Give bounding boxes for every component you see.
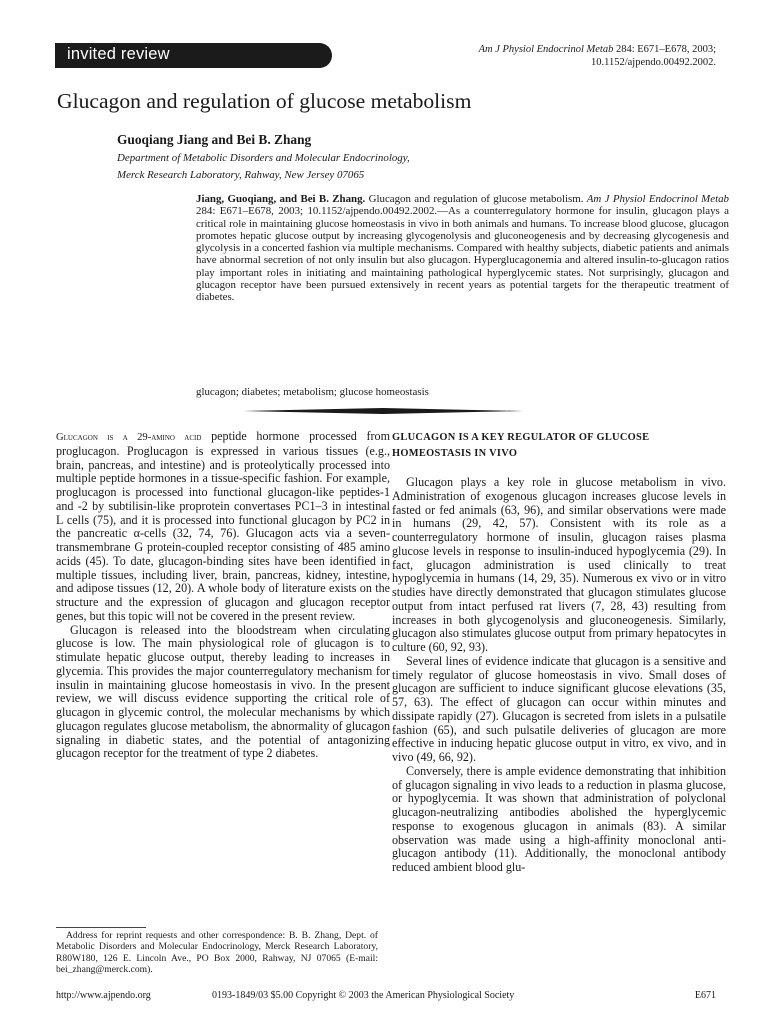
journal-name: Am J Physiol Endocrinol Metab: [478, 44, 614, 55]
footer-url[interactable]: http://www.ajpendo.org: [56, 990, 151, 1001]
paragraph: Glucagon plays a key role in glucose metabolism in vivo. Administration of exogenous glucagon increases glucose levels in fasted or fed animals (63, 96), and similar observations were made in humans (29, 42, 57). Consistent with its role as a counterregulatory hormone of insulin, glucagon raises plasma glucose levels in response to insulin-induced hypoglycemia (29). In fact, glucagon administration is used clinically to treat hypoglycemia in humans (14, 29, 35). Numerous ex vivo or in vitro studies have directly demonstrated that glucagon stimulates glucose output from intact perfused rat livers (7, 28, 43) resulting from increases in both glycogenolysis and gluconeogenesis. Similarly, glucagon also stimulates glucose output from primary hepatocytes in culture (60, 92, 93).: [392, 475, 726, 654]
abstract-body: 284: E671–E678, 2003; 10.1152/ajpendo.00492.2002.—As a counterregulatory hormone for insulin, glucagon plays a critical role in maintaining glucose homeostasis in vivo in both animals and humans. To increase blood glucose, glucagon promotes hepatic glucose output by increasing glycogenolysis and gluconeogenesis and by decreasing glycogenesis and glycolysis in a concerted fashion via multiple mechanisms. Compared with healthy subjects, diabetic patients and animals have abnormal secretion of not only insulin but also glucagon. Hyperglucagonemia and altered insulin-to-glucagon ratios play important roles in initiating and maintaining pathological hyperglycemic states. Not surprisingly, glucagon and glucagon receptor have been pursued extensively in recent years as potential targets for the therapeutic treatment of diabetes.: [196, 205, 729, 304]
ornamental-divider: [243, 407, 523, 415]
affiliation: [117, 150, 410, 184]
page-number: E671: [694, 990, 716, 1001]
footnote: Address for reprint requests and other correspondence: B. B. Zhang, Dept. of Metabolic Disorders and Molecular Endocrinology, Merck Research Laboratory, R80W180, 126 E. Lincoln Ave., PO Box 2000, Rahway, NJ 07065 (E-mail: bei_zhang@merck.com).: [56, 930, 378, 975]
left-column: [56, 430, 390, 761]
right-column: [392, 430, 726, 875]
footer-copyright: 0193-1849/03 $5.00 Copyright © 2003 the American Physiological Society: [212, 990, 515, 1001]
section-heading: [392, 430, 726, 462]
keywords: glucagon; diabetes; metabolism; glucose homeostasis: [196, 386, 429, 398]
abstract-citation-journal: Am J Physiol Endocrinol Metab: [586, 193, 730, 205]
abstract-citation-authors: Jiang, Guoqiang, and Bei B. Zhang.: [196, 193, 366, 205]
paragraph: Conversely, there is ample evidence demonstrating that inhibition of glucagon signaling in vivo leads to a reduction in plasma glucose, or hypoglycemia. It was shown that administration of polyclonal glucagon-neutralizing antibodies abolished the hyperglycemic response to exogenous glucagon in animals (83). A similar observation was made using a high-affinity monoclonal anti-glucagon antibody (11). Additionally, the monoclonal antibody reduced ambient blood glu-: [392, 763, 726, 874]
section-heading-line: GLUCAGON IS A KEY REGULATOR OF GLUCOSE: [392, 432, 650, 443]
section-heading-line: HOMEOSTASIS IN VIVO: [392, 448, 518, 459]
article-title: Glucagon and regulation of glucose metabolism: [57, 89, 472, 113]
affiliation-line: Merck Research Laboratory, Rahway, New Jersey 07065: [117, 169, 365, 181]
journal-volume: 284: E671–E678, 2003;: [613, 44, 716, 55]
journal-doi: 10.1152/ajpendo.00492.2002.: [590, 56, 716, 68]
abstract: [196, 193, 729, 304]
author-list: Guoqiang Jiang and Bei B. Zhang: [117, 132, 312, 147]
paragraph-text: peptide hormone processed from proglucagon. Proglucagon is expressed in various tissues (e.g., brain, pancreas, and intestine) and is proteolytically processed into multiple peptide hormones in a tissue-specific fashion. For example, proglucagon is processed into functional glucagon-like peptides-1 and -2 by subtilisin-like proprotein convertases PC1–3 in intestinal L cells (75), and it is processed into functional glucagon by PC2 in the pancreatic α-cells (32, 74, 76). Glucagon acts via a seven-transmembrane G protein-coupled receptor consisting of 485 amino acids (45). To date, glucagon-binding sites have been identified in multiple tissues, including liver, brain, pancreas, kidney, intestine, and adipose tissues (12, 20). A whole body of literature exists on the structure and the expression of glucagon and glucagon receptor genes, but this topic will not be covered in the present review.: [56, 429, 391, 623]
section-banner: [55, 43, 332, 68]
paragraph: Glucagon is released into the bloodstream when circulating glucose is low. The main physiological role of glucagon is to stimulate hepatic glucose output, thereby leading to increases in glycemia. This provides the major counterregulatory mechanism for insulin in maintaining glucose homeostasis in vivo. In the present review, we will discuss evidence supporting the critical role of glucagon in glycemic control, the molecular mechanisms by which glucagon regulates glucose metabolism, the abnormality of glucagon signaling in diabetic states, and the potential of antagonizing glucagon receptor for the treatment of type 2 diabetes.: [56, 622, 390, 761]
affiliation-line: Department of Metabolic Disorders and Molecular Endocrinology,: [117, 152, 410, 164]
banner-label: invited review: [67, 45, 170, 63]
paragraph: Several lines of evidence indicate that glucagon is a sensitive and timely regulator of glucose homeostasis in vivo. Small doses of glucagon are sufficient to induce significant glucose elevations (35, 57, 63). The effect of glucagon can occur within minutes and dissipate rapidly (27). Glucagon is secreted from islets in a pulsatile fashion (65), and such pulsatile deliveries of glucagon are more effective in inducing hepatic glucose output in vitro, ex vivo, and in vivo (49, 66, 92).: [392, 653, 726, 764]
lead-in: Glucagon is a 29-amino acid: [56, 432, 202, 443]
footnote-rule: [56, 927, 146, 928]
abstract-citation-title: Glucagon and regulation of glucose metabolism.: [365, 193, 587, 205]
journal-citation: [479, 44, 716, 69]
paragraph: [56, 430, 390, 624]
